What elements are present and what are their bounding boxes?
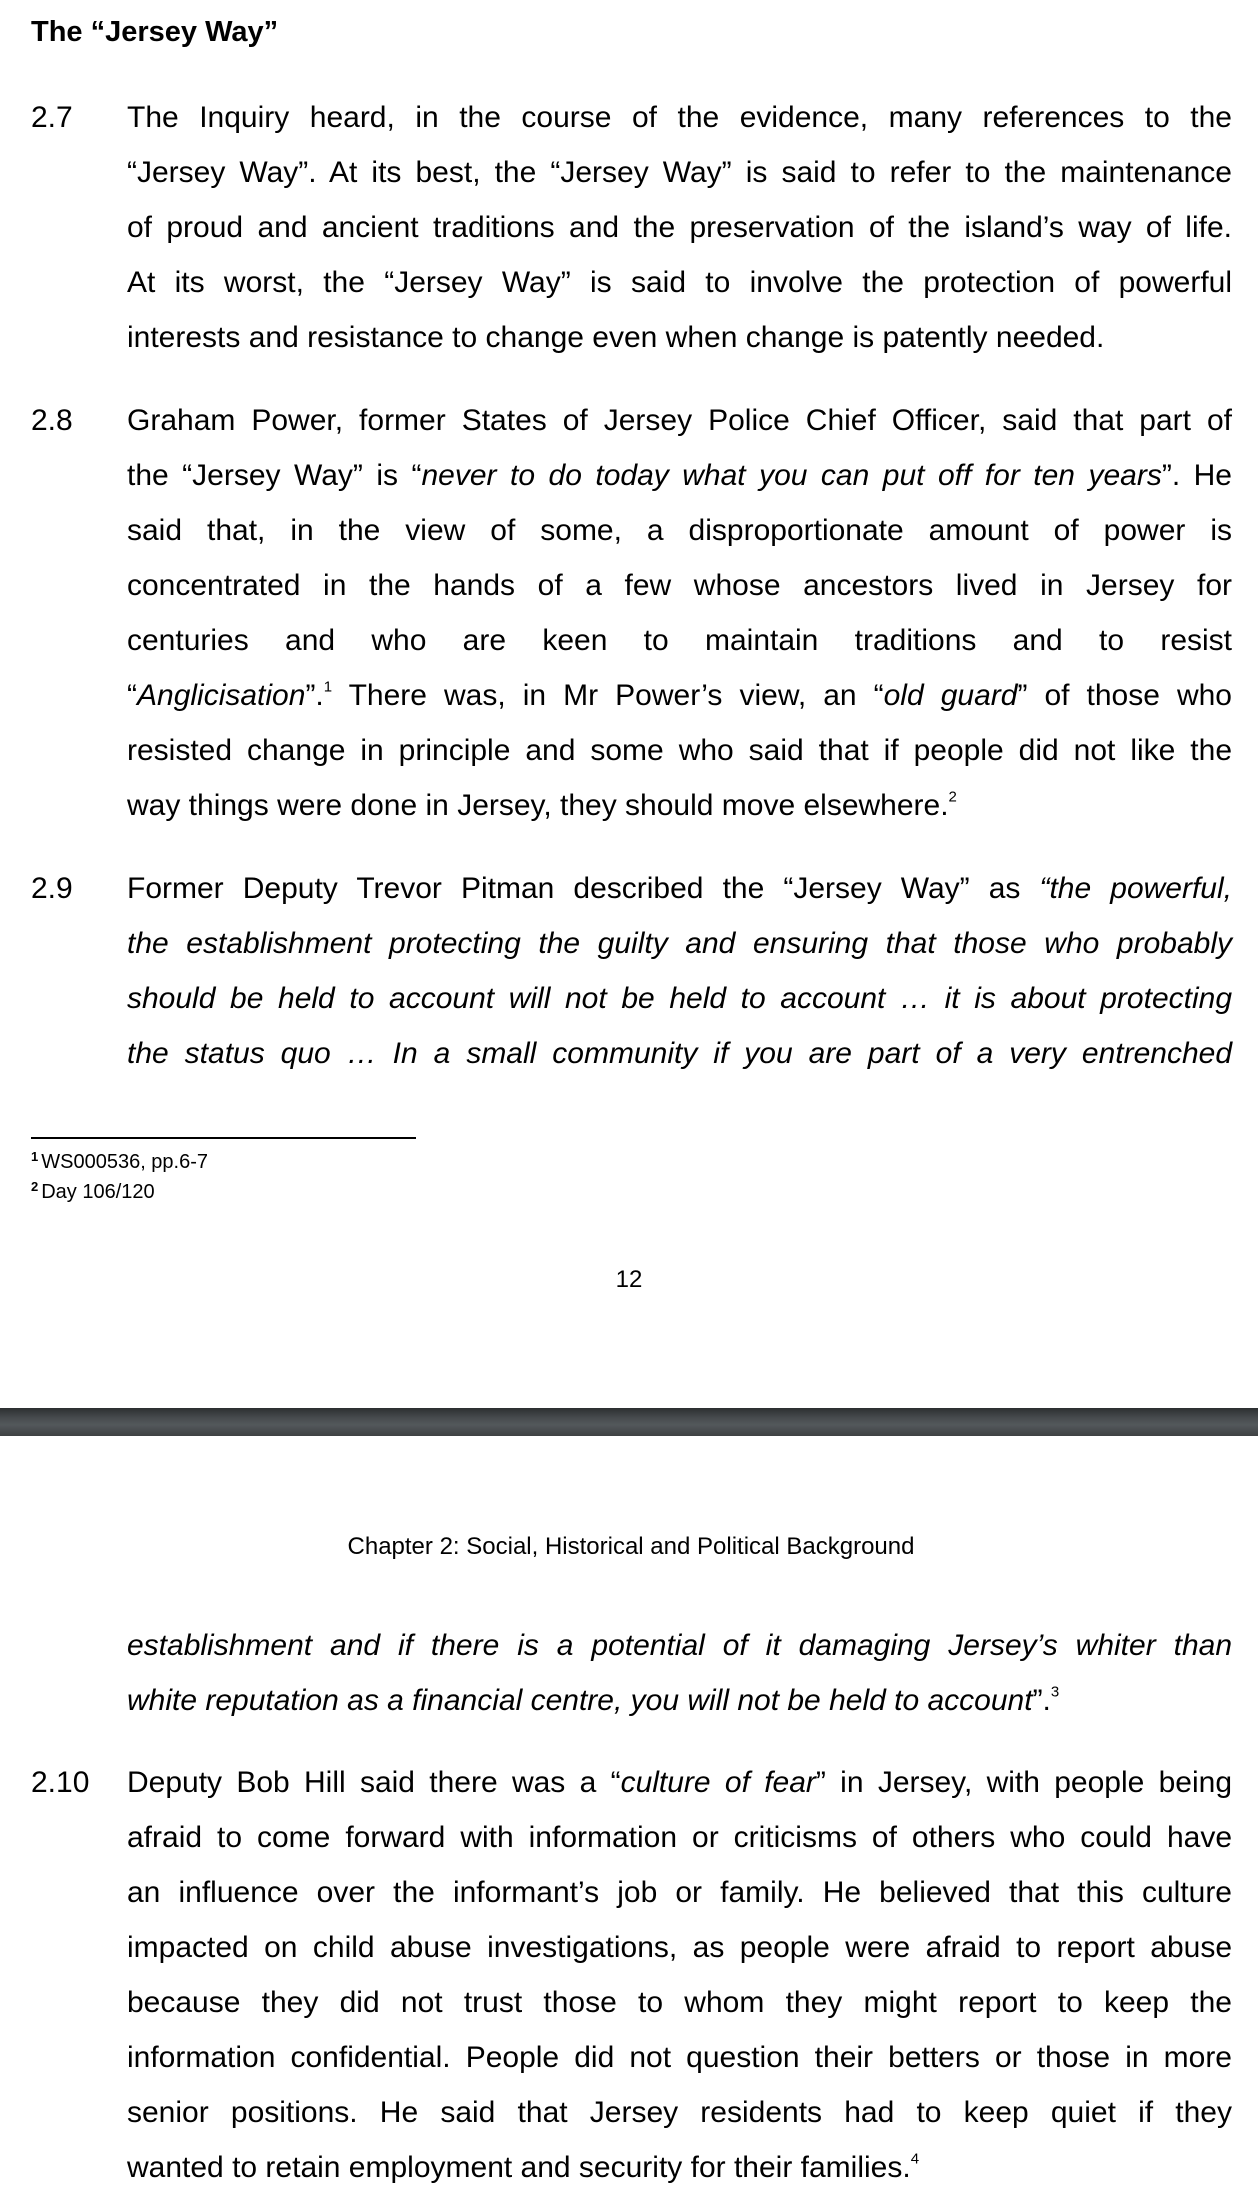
quoted-text: “the powerful,: [1039, 872, 1232, 905]
text-line: [127, 569, 1232, 603]
quoted-text: never to do today what you can put off for ten years: [421, 459, 1162, 492]
text-line: [127, 1684, 1232, 1718]
text-line: [127, 211, 1232, 245]
quoted-text: white reputation as a financial centre, you will not be held to account: [127, 1684, 1033, 1717]
body-text: “: [127, 679, 137, 712]
text-line: [127, 514, 1232, 548]
quoted-text: should be held to account will not be held to account … it is about protecting: [127, 982, 1232, 1015]
text-line: [127, 101, 1232, 135]
body-text: an influence over the informant’s job or family. He believed that this culture: [127, 1876, 1232, 1909]
text-line: [127, 1766, 1232, 1800]
body-text: concentrated in the hands of a few whose ancestors lived in Jersey for: [127, 569, 1232, 602]
text-line: [127, 734, 1232, 768]
text-line: [127, 2151, 1232, 2185]
body-text: Former Deputy Trevor Pitman described the “Jersey Way” as: [127, 872, 1040, 905]
text-line: [127, 321, 1232, 355]
body-text: Deputy Bob Hill said there was a “: [127, 1766, 621, 1799]
body-text: afraid to come forward with information or criticisms of others who could have: [127, 1821, 1232, 1854]
text-line: [127, 1986, 1232, 2020]
paragraph-number: 2.10: [31, 1766, 90, 1799]
body-text: Graham Power, former States of Jersey Police Chief Officer, said that part of: [127, 404, 1232, 437]
body-text: senior positions. He said that Jersey residents had to keep quiet if they: [127, 2096, 1232, 2129]
footnote-reference[interactable]: 2: [948, 788, 957, 806]
quoted-text: old guard: [883, 679, 1018, 712]
quoted-text: culture of fear: [620, 1766, 816, 1799]
body-text: because they did not trust those to whom they might report to keep the: [127, 1986, 1232, 2019]
text-line: [127, 982, 1232, 1016]
footnote-reference[interactable]: 4: [910, 2150, 920, 2168]
footnote-2-text: Day 106/120: [41, 1181, 155, 1203]
chapter-header: Chapter 2: Social, Historical and Political Background: [347, 1533, 915, 1560]
body-text: impacted on child abuse investigations, as people were afraid to report abuse: [127, 1931, 1232, 1964]
quoted-text: the status quo … In a small community if you are part of a very entrenched: [127, 1037, 1232, 1070]
page-number: 12: [615, 1266, 643, 1293]
body-text: ”.: [1032, 1684, 1051, 1717]
quoted-text: establishment and if there is a potential of it damaging Jersey’s whiter than: [127, 1629, 1232, 1662]
text-line: [127, 624, 1232, 658]
body-text: ”. He: [1161, 459, 1232, 492]
paragraph-number: 2.9: [31, 872, 73, 905]
text-line: [127, 2041, 1232, 2075]
text-line: [127, 1037, 1232, 1071]
text-line: [127, 156, 1232, 190]
quoted-text: the establishment protecting the guilty and ensuring that those who probably: [127, 927, 1232, 960]
body-text: ” in Jersey, with people being: [815, 1766, 1233, 1799]
text-line: [127, 459, 1232, 493]
text-line: [127, 404, 1232, 438]
body-text: At its worst, the “Jersey Way” is said to involve the protection of powerful: [127, 266, 1232, 299]
body-text: resisted change in principle and some who said that if people did not like the: [127, 734, 1232, 767]
body-text: information confidential. People did not question their betters or those in more: [127, 2041, 1232, 2074]
footnote-separator: [31, 1137, 416, 1139]
footnote-reference[interactable]: 1: [323, 678, 333, 696]
body-text: ” of those who: [1017, 679, 1232, 712]
body-text: the “Jersey Way” is “: [127, 459, 422, 492]
text-line: [127, 1931, 1232, 1965]
body-text: “Jersey Way”. At its best, the “Jersey Way” is said to refer to the maintenance: [127, 156, 1232, 189]
text-line: [127, 679, 1232, 713]
quoted-text: Anglicisation: [137, 679, 306, 712]
body-text: wanted to retain employment and security for their families.: [127, 2151, 911, 2184]
body-text: way things were done in Jersey, they should move elsewhere.: [127, 789, 949, 822]
body-text: said that, in the view of some, a disproportionate amount of power is: [127, 514, 1232, 547]
body-text: ”.: [305, 679, 324, 712]
text-line: [127, 266, 1232, 300]
body-text: There was, in Mr Power’s view, an “: [332, 679, 884, 712]
text-line: [127, 789, 1232, 823]
body-text: The Inquiry heard, in the course of the evidence, many references to the: [127, 101, 1232, 134]
body-text: centuries and who are keen to maintain traditions and to resist: [127, 624, 1232, 657]
page-separator: [0, 1408, 1258, 1436]
footnote-2-marker: 2: [31, 1179, 39, 1194]
paragraph-number: 2.8: [31, 404, 73, 437]
text-line: [127, 927, 1232, 961]
text-line: [127, 872, 1232, 906]
footnote-1-marker: 1: [31, 1149, 39, 1164]
text-line: [127, 2096, 1232, 2130]
text-line: [127, 1821, 1232, 1855]
text-line: [127, 1876, 1232, 1910]
footnote-1-text: WS000536, pp.6-7: [41, 1151, 209, 1173]
body-text: interests and resistance to change even when change is patently needed.: [127, 321, 1105, 354]
footnote-2: [31, 1180, 155, 1204]
footnote-1: [31, 1150, 208, 1174]
footnote-reference[interactable]: 3: [1050, 1683, 1060, 1701]
paragraph-number: 2.7: [31, 101, 73, 134]
section-heading: The “Jersey Way”: [31, 16, 279, 48]
text-line: [127, 1629, 1232, 1663]
body-text: of proud and ancient traditions and the preservation of the island’s way of life.: [127, 211, 1232, 244]
